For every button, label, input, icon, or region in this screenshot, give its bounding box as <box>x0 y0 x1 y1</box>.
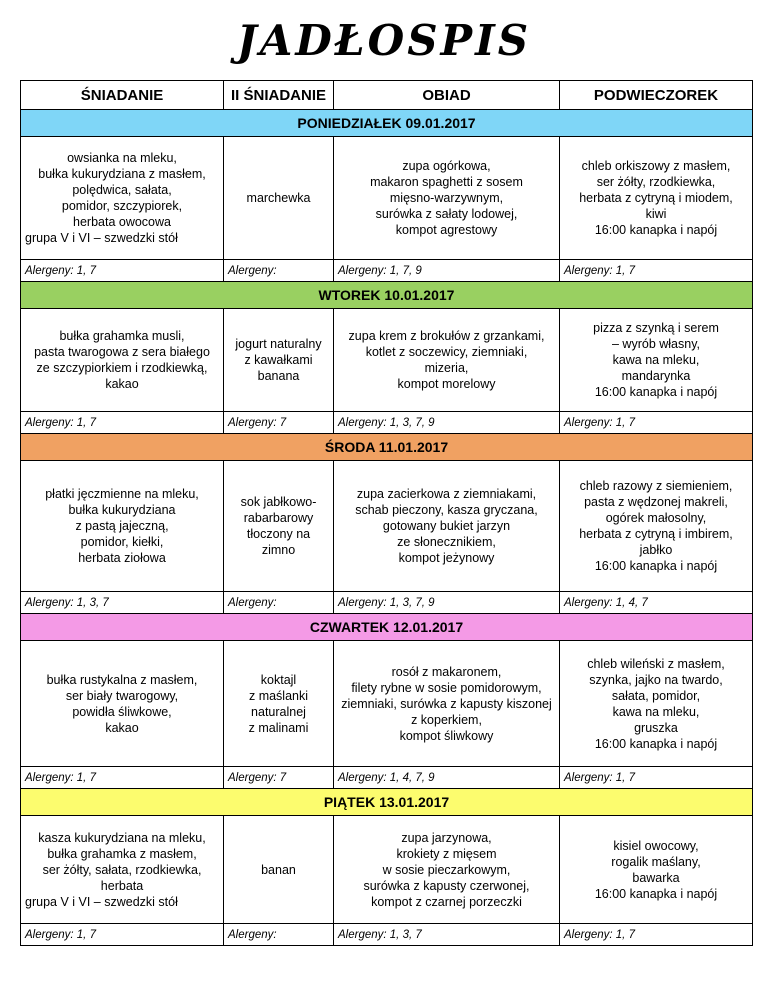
allergen-row <box>21 767 753 789</box>
snack-note: 16:00 kanapka i napój <box>594 385 718 399</box>
breakfast-cell <box>21 816 224 924</box>
day-label: CZWARTEK 12.01.2017 <box>21 614 753 641</box>
lunch-dish: zupa krem z brokułów z grzankami, kotlet z soczewicy, ziemniaki, mizeria, kompot morelowy <box>348 329 545 391</box>
meal-row <box>21 137 753 260</box>
page-title: JADŁOSPIS <box>236 16 532 65</box>
breakfast-note: grupa V i VI – szwedzki stół <box>25 894 178 909</box>
allergens-lunch: Alergeny: 1, 4, 7, 9 <box>334 767 560 789</box>
snack-cell <box>560 816 753 924</box>
allergens-snack: Alergeny: 1, 7 <box>560 260 753 282</box>
snack-note: 16:00 kanapka i napój <box>594 886 718 901</box>
day-label: WTOREK 10.01.2017 <box>21 282 753 309</box>
allergens-lunch: Alergeny: 1, 3, 7, 9 <box>334 592 560 614</box>
second-breakfast-cell <box>224 309 334 412</box>
snack-note: 16:00 kanapka i napój <box>594 559 718 573</box>
day-row <box>21 282 753 309</box>
snack-dish: chleb wileński z masłem, szynka, jajko na twardo, sałata, pomidor, kawa na mleku, gruszka <box>587 656 725 735</box>
breakfast-cell <box>21 137 224 260</box>
breakfast-dish: owsianka na mleku, bułka kukurydziana z masłem, polędwica, sałata, pomidor, szczypiorek, herbata owocowa <box>38 151 206 229</box>
lunch-cell <box>334 641 560 767</box>
breakfast-cell <box>21 641 224 767</box>
second-breakfast-dish: marchewka <box>246 191 311 205</box>
header-snack: PODWIECZOREK <box>560 81 753 110</box>
snack-dish: chleb orkiszowy z masłem, ser żółty, rzodkiewka, herbata z cytryną i miodem, kiwi <box>579 159 733 221</box>
breakfast-dish: płatki jęczmienne na mleku, bułka kukurydziana z pastą jajeczną, pomidor, kiełki, herbata ziołowa <box>45 487 199 565</box>
lunch-dish: zupa jarzynowa, krokiety z mięsem w sosie pieczarkowym, surówka z kapusty czerwonej, kompot z czarnej porzeczki <box>363 830 530 909</box>
breakfast-cell <box>21 309 224 412</box>
lunch-dish: zupa ogórkowa, makaron spaghetti z sosem mięsno-warzywnym, surówka z sałaty lodowej, kompot agrestowy <box>370 159 523 237</box>
allergens-second-breakfast: Alergeny: <box>224 924 334 946</box>
lunch-dish: rosół z makaronem, filety rybne w sosie pomidorowym, ziemniaki, surówka z kapusty kiszonej z koperkiem, kompot śliwkowy <box>341 664 552 743</box>
snack-dish: kisiel owocowy, rogalik maślany, bawarka <box>611 838 701 885</box>
allergens-lunch: Alergeny: 1, 3, 7, 9 <box>334 412 560 434</box>
second-breakfast-cell <box>224 461 334 592</box>
day-label: PIĄTEK 13.01.2017 <box>21 789 753 816</box>
header-breakfast: ŚNIADANIE <box>21 81 224 110</box>
allergens-lunch: Alergeny: 1, 3, 7 <box>334 924 560 946</box>
snack-cell <box>560 137 753 260</box>
breakfast-dish: bułka rustykalna z masłem, ser biały twarogowy, powidła śliwkowe, kakao <box>46 672 198 735</box>
day-label: ŚRODA 11.01.2017 <box>21 434 753 461</box>
header-row <box>21 81 753 110</box>
allergens-snack: Alergeny: 1, 7 <box>560 924 753 946</box>
snack-note: 16:00 kanapka i napój <box>594 736 718 751</box>
snack-cell <box>560 309 753 412</box>
second-breakfast-cell <box>224 641 334 767</box>
day-row <box>21 434 753 461</box>
breakfast-cell <box>21 461 224 592</box>
allergens-snack: Alergeny: 1, 7 <box>560 767 753 789</box>
menu-table <box>20 80 753 946</box>
header-lunch: OBIAD <box>334 81 560 110</box>
allergens-second-breakfast: Alergeny: 7 <box>224 767 334 789</box>
snack-note: 16:00 kanapka i napój <box>594 223 718 237</box>
allergens-breakfast: Alergeny: 1, 3, 7 <box>21 592 224 614</box>
snack-cell <box>560 641 753 767</box>
meal-row <box>21 641 753 767</box>
allergens-second-breakfast: Alergeny: 7 <box>224 412 334 434</box>
allergens-breakfast: Alergeny: 1, 7 <box>21 260 224 282</box>
allergens-breakfast: Alergeny: 1, 7 <box>21 767 224 789</box>
breakfast-note: grupa V i VI – szwedzki stół <box>25 231 178 245</box>
allergens-breakfast: Alergeny: 1, 7 <box>21 412 224 434</box>
allergens-breakfast: Alergeny: 1, 7 <box>21 924 224 946</box>
allergens-second-breakfast: Alergeny: <box>224 260 334 282</box>
meal-row <box>21 309 753 412</box>
day-row <box>21 789 753 816</box>
allergens-snack: Alergeny: 1, 4, 7 <box>560 592 753 614</box>
day-label: PONIEDZIAŁEK 09.01.2017 <box>21 110 753 137</box>
lunch-cell <box>334 816 560 924</box>
breakfast-dish: bułka grahamka musli, pasta twarogowa z sera białego ze szczypiorkiem i rzodkiewką, kakao <box>34 329 210 391</box>
lunch-cell <box>334 309 560 412</box>
snack-dish: pizza z szynką i serem – wyrób własny, kawa na mleku, mandarynka <box>593 321 719 383</box>
allergen-row <box>21 260 753 282</box>
lunch-cell <box>334 461 560 592</box>
allergen-row <box>21 924 753 946</box>
meal-row <box>21 461 753 592</box>
second-breakfast-cell <box>224 137 334 260</box>
allergen-row <box>21 592 753 614</box>
day-row <box>21 614 753 641</box>
meal-row <box>21 816 753 924</box>
snack-dish: chleb razowy z siemieniem, pasta z wędzonej makreli, ogórek małosolny, herbata z cytryną i imbirem, jabłko <box>579 479 733 557</box>
allergens-second-breakfast: Alergeny: <box>224 592 334 614</box>
menu-body <box>21 110 753 946</box>
second-breakfast-dish: banan <box>261 862 296 877</box>
second-breakfast-dish: koktajl z maślanki naturalnej z malinami <box>248 672 309 735</box>
allergens-snack: Alergeny: 1, 7 <box>560 412 753 434</box>
lunch-dish: zupa zacierkowa z ziemniakami, schab pieczony, kasza gryczana, gotowany bukiet jarzyn ze słonecznikiem, kompot jeżynowy <box>355 487 538 565</box>
snack-cell <box>560 461 753 592</box>
second-breakfast-dish: sok jabłkowo- rabarbarowy tłoczony na zimno <box>240 495 317 557</box>
second-breakfast-dish: jogurt naturalny z kawałkami banana <box>235 337 322 383</box>
breakfast-dish: kasza kukurydziana na mleku, bułka grahamka z masłem, ser żółty, sałata, rzodkiewka, herbata <box>38 830 206 893</box>
second-breakfast-cell <box>224 816 334 924</box>
allergens-lunch: Alergeny: 1, 7, 9 <box>334 260 560 282</box>
header-second-breakfast: II ŚNIADANIE <box>224 81 334 110</box>
lunch-cell <box>334 137 560 260</box>
day-row <box>21 110 753 137</box>
allergen-row <box>21 412 753 434</box>
